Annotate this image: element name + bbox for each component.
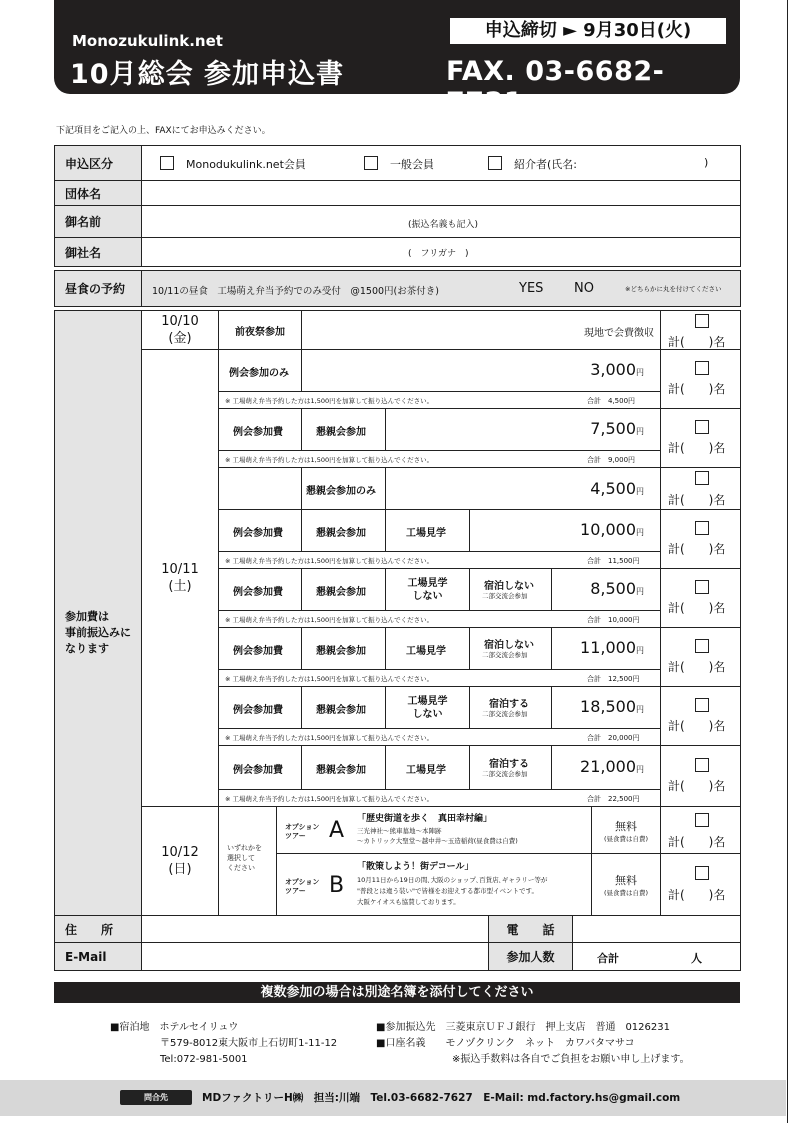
count-cell [660,467,741,510]
row7-a [219,687,302,729]
reikai-label: 例会参加費 [233,646,283,657]
row2-a [219,409,302,451]
dantai-input[interactable] [141,180,741,206]
count-cell [660,509,741,569]
company-input[interactable] [141,237,741,267]
free-label: 無料 [615,874,637,887]
count-field[interactable]: 計( )名 [668,779,726,793]
count-cell [660,349,741,409]
count-field[interactable]: 計( )名 [668,660,726,674]
select-checkbox[interactable] [695,866,709,880]
participants-label: 参加人数 [488,942,573,971]
select-checkbox[interactable] [695,758,709,772]
contact-info: MDファクトリーH㈱ 担当:川端 Tel.03-6682-7627 E-Mail: md.factory.hs@gmail.com [202,1092,681,1104]
bento-note: ※ 工場萌え弁当予約した方は1,500円を加算して振り込んでください。 [225,557,434,565]
member-option-label: Monodukulink.net会員 [186,158,306,171]
kengaku-label: 工場見学 [406,765,446,776]
fee-row-3 [218,467,661,510]
bento-note: ※ 工場萌え弁当予約した方は1,500円を加算して振り込んでください。 [225,795,434,803]
general-option-label: 一般会員 [390,158,434,171]
reikai-label: 例会参加費 [233,587,283,598]
name-input[interactable] [141,205,741,238]
count-cell [660,853,741,916]
fee-side-label: 参加費は 事前振込みに なります [65,610,131,655]
price-7: 18,500円 [580,697,644,716]
row6-a [219,628,302,670]
bento-note: ※ 工場萌え弁当予約した方は1,500円を加算して振り込んでください。 [225,456,434,464]
nibu-label: 二部交流会参加 [482,651,528,659]
row4-a [219,510,302,552]
select-checkbox[interactable] [695,314,709,328]
row3-a [219,468,302,509]
intro-text: 下記項目をご記入の上、FAXにてお申込みください。 [56,126,271,136]
zenyasai-fee [301,310,661,350]
reikai-label: 例会参加費 [233,427,283,438]
nibu-label: 二部交流会参加 [482,592,528,600]
price-4: 10,000円 [580,520,644,539]
row8-d [470,746,552,790]
company-label: 御社名 [54,237,142,267]
form-title: 10月総会 参加申込書 [70,59,344,90]
row7-d [470,687,552,729]
total-5: 合計 10,000円 [587,616,640,624]
fee-row-4 [218,509,661,569]
count-field[interactable]: 計( )名 [668,441,726,455]
konshin-only-label: 懇親会参加のみ [306,486,376,497]
count-cell [660,408,741,468]
total-7: 合計 20,000円 [587,734,640,742]
fax-number: FAX. 03-6682-7721 [446,56,665,118]
konshin-label: 懇親会参加 [316,765,366,776]
hotel-name: ■宿泊地 ホテルセイリュウ [110,1022,239,1033]
tour-a-letter: A [329,818,345,843]
fee-row-2 [218,408,661,468]
count-field[interactable]: 計( )名 [668,335,726,349]
total-2: 合計 9,000円 [587,456,636,464]
hotel-tel: Tel:072-981-5001 [160,1054,248,1065]
phone-label: 電 話 [488,915,573,943]
name-note: (振込名義も記入) [408,220,479,230]
row1-a [219,350,302,392]
total-4: 合計 11,500円 [587,557,640,565]
reikai-label: 例会参加費 [233,705,283,716]
select-checkbox[interactable] [695,361,709,375]
genchi-text: 現地で会費徴収 [584,328,654,339]
nibu-label: 二部交流会参加 [482,710,528,718]
referrer-checkbox[interactable] [488,156,502,170]
fee-row-7 [218,686,661,746]
tour-a-title: 「歴史街道を歩く 真田幸村編」 [357,814,493,824]
row8-a [219,746,302,790]
konshin-label: 懇親会参加 [316,705,366,716]
kengaku-label: 工場見学 [406,528,446,539]
bento-note: ※ 工場萌え弁当予約した方は1,500円を加算して振り込んでください。 [225,397,434,405]
count-field[interactable]: 計( )名 [668,601,726,615]
zenyasai-label: 前夜祭参加 [218,310,302,350]
count-field[interactable]: 計( )名 [668,719,726,733]
row6-c [386,628,470,670]
date-1010: 10/10 (金) [141,310,219,350]
free-note: (昼食費は自費) [603,889,649,897]
kubun-field [141,145,741,181]
row7-b [302,687,386,729]
lunch-note: ※どちらかに丸を付けてください [625,285,722,293]
tour-b-title: 「散策しよう！街デコール」 [357,862,474,872]
header-banner [54,0,740,118]
konshin-label: 懇親会参加 [316,528,366,539]
select-checkbox[interactable] [695,698,709,712]
count-cell [660,806,741,854]
email-input[interactable] [141,942,489,971]
general-checkbox[interactable] [364,156,378,170]
free-label: 無料 [615,819,637,833]
row4-c [386,510,470,552]
lunch-field [141,270,741,307]
multi-participant-banner: 複数参加の場合は別途名簿を添付してください [54,982,740,1003]
reikai-label: 例会参加費 [233,528,283,539]
reikai-only-label: 例会参加のみ [229,368,289,379]
count-cell [660,568,741,628]
count-cell [660,686,741,746]
option-select-note: いずれかを 選択して ください [227,844,262,872]
tour-a-desc: 三光神社～熊車墓地～本陣跡 ～カトリック大聖堂～越中井～玉造稲荷(昼食費は自費) [357,827,518,845]
fee-notice: ※振込手数料は各自でご負担をお願い申し上げます。 [452,1054,690,1065]
fee-row-8 [218,745,661,807]
email-label: E-Mail [54,942,142,971]
select-checkbox[interactable] [695,420,709,434]
row3-b [302,468,386,509]
bento-note: ※ 工場萌え弁当予約した方は1,500円を加算して振り込んでください。 [225,675,434,683]
count-field[interactable]: 計( )名 [668,835,726,849]
bento-note: ※ 工場萌え弁当予約した方は1,500円を加算して振り込んでください。 [225,616,434,624]
referrer-option-label: 紹介者(氏名: [514,158,577,171]
fee-side-label-cell [54,310,142,916]
option-select-cell [218,806,277,916]
participants-input[interactable] [572,942,741,971]
date-1011: 10/11 (土) [141,349,219,807]
konshin-label: 懇親会参加 [316,427,366,438]
bank-account: ■参加振込先 三菱東京ＵＦＪ銀行 押上支店 普通 0126231 [376,1022,670,1033]
fee-row-1 [218,349,661,409]
stay-yes-label: 宿泊する [489,699,529,710]
kengaku-label: 工場見学 [406,646,446,657]
free-note: (昼食費は自費) [603,834,649,843]
tour-a-cell[interactable] [276,806,592,854]
bank-info [376,1020,690,1068]
stay-yes-label: 宿泊する [489,759,529,770]
tour-a-fee [591,806,661,854]
furigana-note: ( フリガナ ) [408,249,469,259]
total-label: 合計 [597,952,619,965]
konshin-label: 懇親会参加 [316,646,366,657]
row6-d [470,628,552,670]
count-field[interactable]: 計( )名 [668,382,726,396]
kengaku-no-label: 工場見学 しない [386,687,470,729]
name-label: 御名前 [54,205,142,238]
nibu-label: 二部交流会参加 [482,770,528,778]
tour-b-cell[interactable] [276,853,592,916]
price-3: 4,500円 [590,479,644,498]
price-1: 3,000円 [590,360,644,379]
price-6: 11,000円 [580,638,644,657]
select-checkbox[interactable] [695,521,709,535]
tour-b-desc: 10月11日から19日の間､大阪のショップ､百貨店､ギャラリー等が "普段とは違う装い"で皆様をお迎えする都市型イベントです。 大阪ケイオスも協賛しております。 [357,876,548,906]
phone-input[interactable] [572,915,741,943]
hotel-info [110,1020,337,1068]
konshin-label: 懇親会参加 [316,587,366,598]
people-unit: 人 [691,952,702,965]
row5-b [302,569,386,611]
select-checkbox[interactable] [695,639,709,653]
price-2: 7,500円 [590,419,644,438]
row8-b [302,746,386,790]
price-5: 8,500円 [590,579,644,598]
count-field[interactable]: 計( )名 [668,888,726,902]
kubun-label: 申込区分 [54,145,142,181]
lunch-no-option[interactable]: NO [574,281,594,296]
count-field[interactable]: 計( )名 [668,542,726,556]
lunch-label: 昼食の予約 [54,270,142,307]
row2-b [302,409,386,451]
count-cell [660,310,741,350]
account-holder: ■口座名義 モノヅクリンク ネット カワバタマサコ [376,1038,635,1049]
address-label: 住 所 [54,915,142,943]
price-8: 21,000円 [580,757,644,776]
tour-b-letter: B [329,873,345,898]
site-name: Monozukulink.net [72,32,223,50]
dantai-label: 団体名 [54,180,142,206]
total-6: 合計 12,500円 [587,675,640,683]
row8-c [386,746,470,790]
lunch-text: 10/11の昼食 工場萌え弁当予約でのみ受付 @1500円(お茶付き) [152,286,439,297]
row5-a [219,569,302,611]
count-cell [660,627,741,687]
lunch-yes-option[interactable]: YES [519,281,544,296]
row6-b [302,628,386,670]
stay-no-label: 宿泊しない [484,640,534,651]
fee-row-5 [218,568,661,628]
select-checkbox[interactable] [695,580,709,594]
select-checkbox[interactable] [695,813,709,827]
row5-d [470,569,552,611]
fee-row-6 [218,627,661,687]
page-edge-line [787,0,788,1123]
count-field[interactable]: 計( )名 [668,493,726,507]
tour-b-fee [591,853,661,916]
total-8: 合計 22,500円 [587,795,640,803]
option-label-b: オプション ツアー [285,878,320,895]
total-1: 合計 4,500円 [587,397,636,405]
select-checkbox[interactable] [695,471,709,485]
count-cell [660,745,741,807]
option-label-a: オプション ツアー [285,823,320,840]
row4-b [302,510,386,552]
kengaku-no-label: 工場見学 しない [386,569,470,611]
referrer-close-paren: ) [704,156,709,169]
hotel-address: 〒579-8012東大阪市上石切町1-11-12 [160,1038,338,1049]
deadline-box: 申込締切 ► 9月30日(火) [450,18,726,44]
reikai-label: 例会参加費 [233,765,283,776]
stay-no-label: 宿泊しない [484,581,534,592]
address-input[interactable] [141,915,489,943]
contact-badge: 問合先 [120,1090,192,1105]
bento-note: ※ 工場萌え弁当予約した方は1,500円を加算して振り込んでください。 [225,734,434,742]
member-checkbox[interactable] [160,156,174,170]
date-1012: 10/12 (日) [141,806,219,916]
